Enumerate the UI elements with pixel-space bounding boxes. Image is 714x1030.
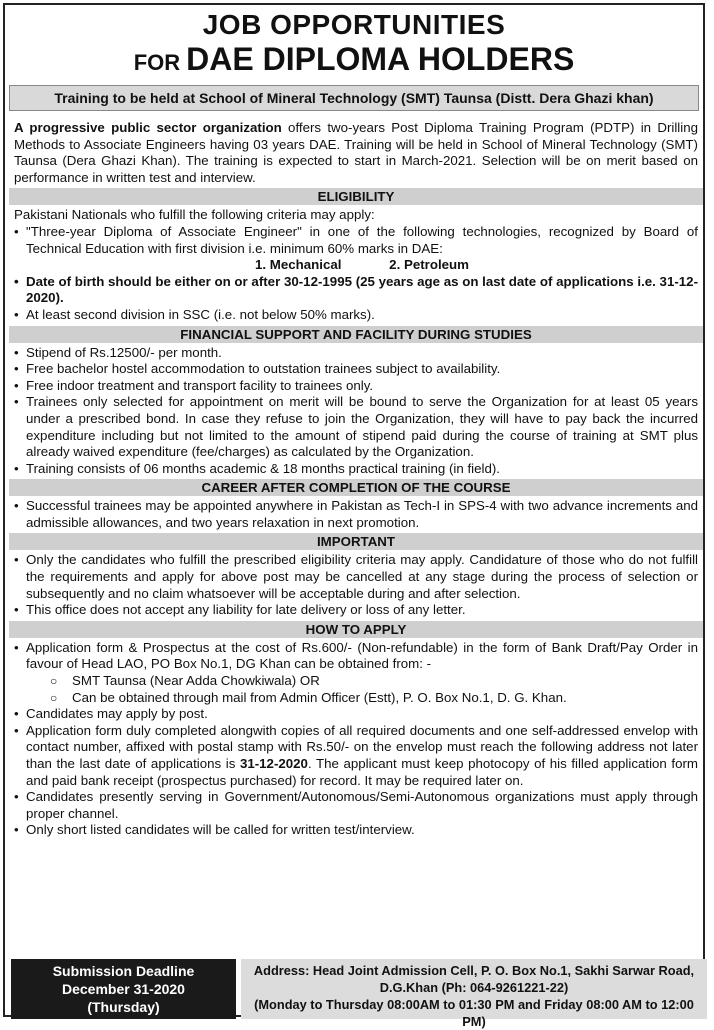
- important-list: [14, 552, 698, 618]
- ad-title-dae: DAE DIPLOMA HOLDERS: [186, 41, 575, 77]
- technology-petroleum: 2. Petroleum: [389, 257, 469, 273]
- deadline-label: Submission Deadline: [52, 963, 195, 979]
- submission-deadline-box: [11, 959, 236, 1019]
- address-line-1: Address: Head Joint Admission Cell, P. O. Box No.1, Sakhi Sarwar Road,: [253, 963, 695, 978]
- eligibility-list: [14, 224, 698, 324]
- section-heading-career: CAREER AFTER COMPLETION OF THE COURSE: [9, 479, 703, 496]
- financial-item: • Trainees only selected for appointment on merit will be bound to serve the Organization for at least 05 years under a prescribed bond. In case they refuse to join the Organization, they will have to pay back the incurred expenditure including but not limited to the amount of stipend paid during the course of training at SMT plus already waived expenditure (fee/charges) as calculated by the Organization.: [14, 394, 698, 460]
- eligibility-intro: Pakistani Nationals who fulfill the following criteria may apply:: [14, 207, 375, 223]
- apply-source-item: ○ Can be obtained through mail from Admin Officer (Estt), P. O. Box No.1, D. G. Khan.: [50, 690, 698, 707]
- apply-last-date: 31-12-2020: [239, 756, 308, 771]
- apply-complete-text-b: . The applicant must keep photocopy of his filled application form and paid bank receipt (prospectus purchased) for record. It may be required later on.: [26, 756, 698, 788]
- apply-source-item: ○ SMT Taunsa (Near Adda Chowkiwala) OR: [50, 673, 698, 690]
- intro-lead: A progressive public sector organization: [14, 120, 282, 135]
- important-item: • This office does not accept any liability for late delivery or loss of any letter.: [14, 602, 698, 619]
- apply-sources-list: [26, 673, 698, 706]
- address-line-2: D.G.Khan (Ph: 064-9261221-22): [379, 980, 569, 995]
- apply-item-complete: [14, 723, 698, 789]
- apply-item-shortlist: • Only short listed candidates will be called for written test/interview.: [14, 822, 698, 839]
- training-location-banner: Training to be held at School of Mineral Technology (SMT) Taunsa (Distt. Dera Ghazi khan): [9, 85, 699, 111]
- apply-item-form: [14, 640, 698, 706]
- financial-item: • Free indoor treatment and transport facility to trainees only.: [14, 378, 698, 395]
- ad-title-main: [5, 41, 703, 78]
- apply-complete-text-a: Application form duly completed alongwith copies of all required documents and one self-addressed envelop with contact number, affixed with postal stamp with Rs.50/- on the envelop must reach the following address not later than the last date of applications is: [26, 722, 698, 771]
- ad-title-job-opportunities: JOB OPPORTUNITIES: [202, 9, 506, 40]
- ad-body: [14, 120, 698, 839]
- section-heading-important: IMPORTANT: [9, 533, 703, 550]
- eligibility-item-diploma: [14, 224, 698, 274]
- eligibility-item-dob: • Date of birth should be either on or after 30-12-1995 (25 years age as on last date of applications i.e. 31-12-2020).: [14, 274, 698, 307]
- section-heading-how-to-apply: HOW TO APPLY: [9, 621, 703, 638]
- deadline-date: December 31-2020: [62, 981, 185, 997]
- apply-item-govt: • Candidates presently serving in Government/Autonomous/Semi-Autonomous organizations must apply through proper channel.: [14, 789, 698, 822]
- apply-form-text: Application form & Prospectus at the cost of Rs.600/- (Non-refundable) in the form of Bank Draft/Pay Order in favour of Head LAO, PO Box No.1, DG Khan can be obtained from: -: [26, 639, 698, 672]
- intro-text: offers two-years Post Diploma Training Program (PDTP) in Drilling Methods to Associate Engineers having 03 years DAE. Training will be held in School of Mineral Technology (SMT) Taunsa (Dera Ghazi Khan). The training is expected to start in March-2021. Selection will be on merit based on performance in written test and interview.: [14, 120, 699, 185]
- financial-item: • Training consists of 06 months academic & 18 months practical training (in field).: [14, 461, 698, 478]
- apply-item-post: • Candidates may apply by post.: [14, 706, 698, 723]
- deadline-day: (Thursday): [87, 999, 160, 1015]
- section-heading-financial: FINANCIAL SUPPORT AND FACILITY DURING STUDIES: [9, 326, 703, 343]
- ad-title-for: FOR: [133, 50, 181, 75]
- important-item: • Only the candidates who fulfill the prescribed eligibility criteria may apply. Candidature of those who do not fulfill the requirements and apply for above post may be cancelled at any stage during the process of selection or subsequently and no claim whatsoever will be acceptable during and after selection.: [14, 552, 698, 602]
- financial-item: • Stipend of Rs.12500/- per month.: [14, 345, 698, 362]
- address-box: [241, 959, 707, 1029]
- financial-item: • Free bachelor hostel accommodation to outstation trainees subject to availability.: [14, 361, 698, 378]
- apply-list: [14, 640, 698, 839]
- career-list: [14, 498, 698, 531]
- eligibility-item-ssc: • At least second division in SSC (i.e. not below 50% marks).: [14, 307, 698, 324]
- office-hours: (Monday to Thursday 08:00AM to 01:30 PM and Friday 08:00 AM to 12:00 PM): [254, 997, 694, 1029]
- intro-paragraph: [14, 120, 698, 186]
- technology-mechanical: 1. Mechanical: [255, 257, 342, 273]
- technology-list: [26, 257, 698, 274]
- section-heading-eligibility: ELIGIBILITY: [9, 188, 703, 205]
- financial-list: [14, 345, 698, 478]
- career-item: • Successful trainees may be appointed anywhere in Pakistan as Tech-I in SPS-4 with two advance increments and admissible allowances, and two years relaxation in next promotion.: [14, 498, 698, 531]
- eligibility-diploma-text: "Three-year Diploma of Associate Engineer" in one of the following technologies, recognized by Board of Technical Education with first division i.e. minimum 60% marks in DAE:: [26, 223, 698, 256]
- job-advertisement: [3, 3, 705, 1029]
